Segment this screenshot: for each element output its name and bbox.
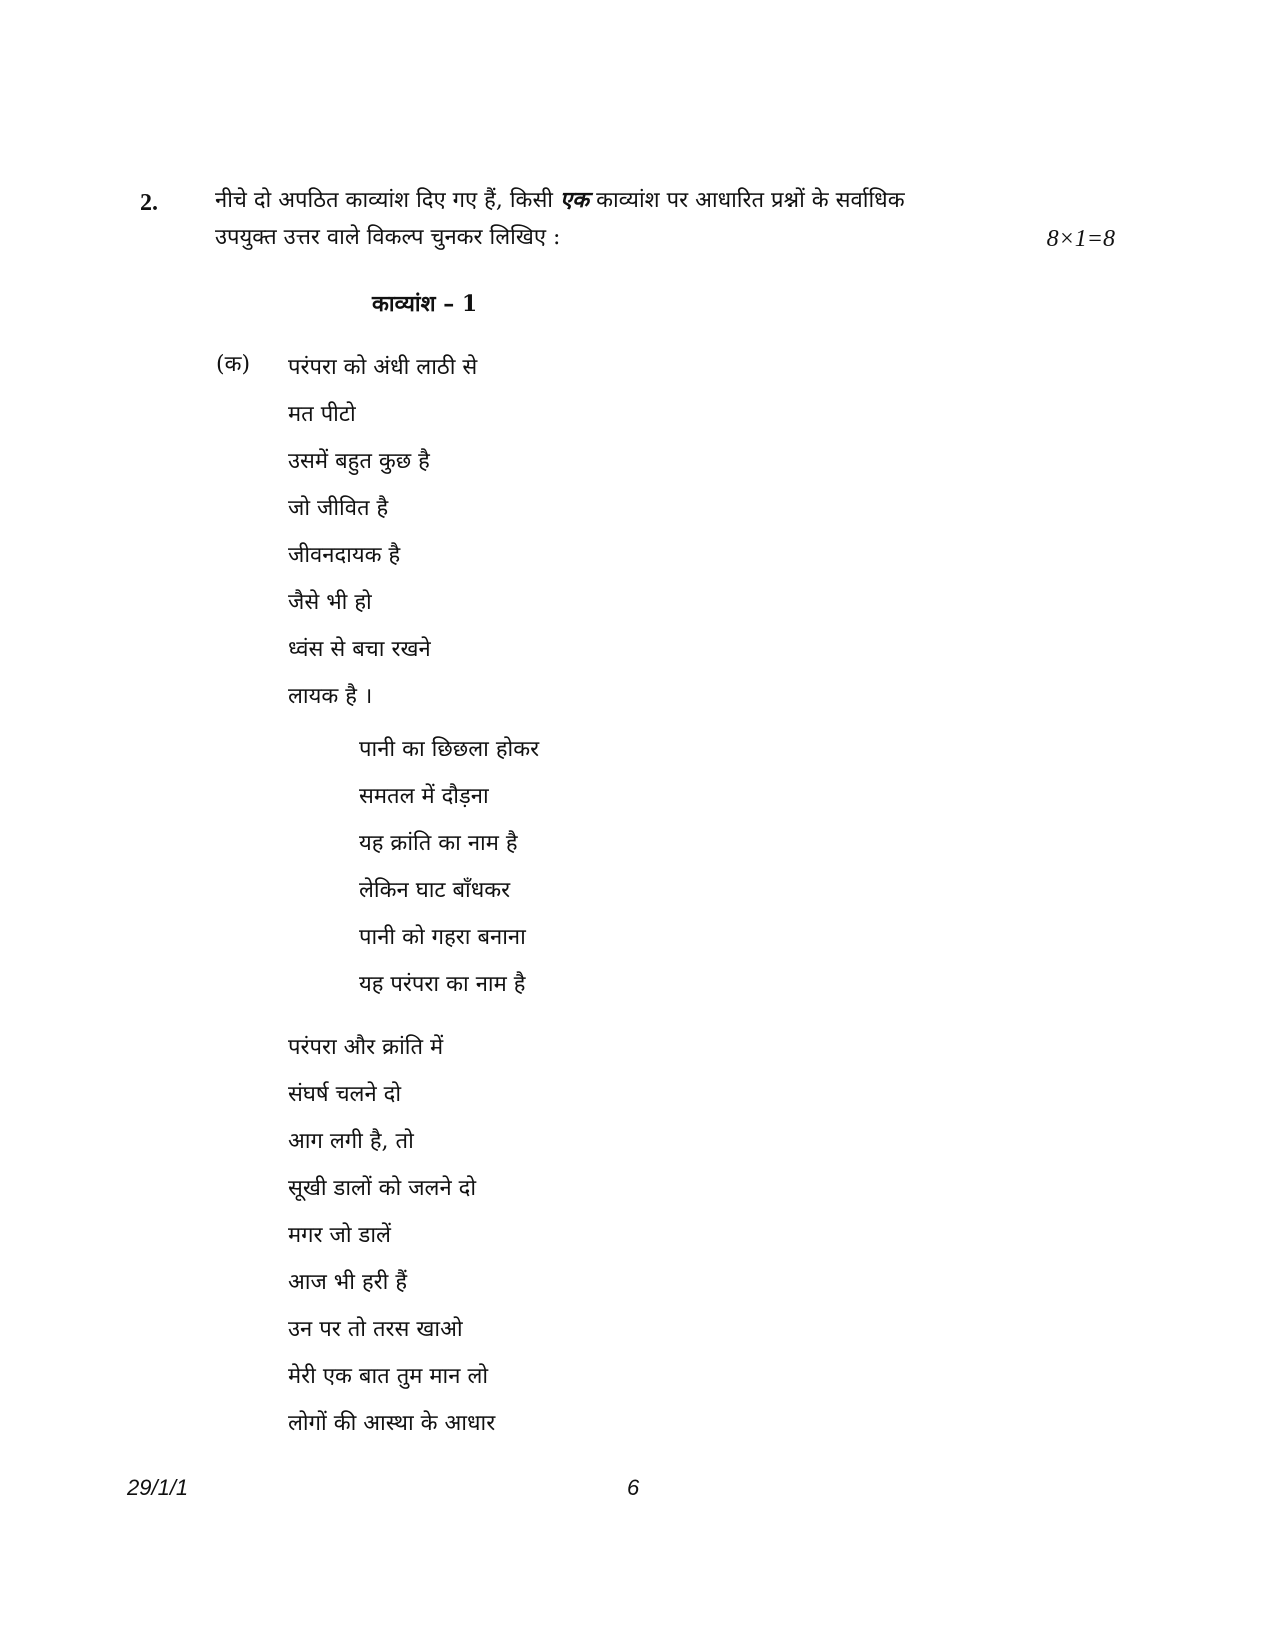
question-instruction-line1 [215, 183, 905, 218]
poem-line: लायक है । [288, 684, 373, 709]
poem-line: जीवनदायक है [288, 543, 401, 568]
instruction-emphasis: एक [560, 187, 590, 213]
passage-label: (क) [216, 352, 251, 377]
poem-line: समतल में दौड़ना [359, 784, 489, 809]
poem-line: आग लगी है, तो [288, 1129, 414, 1154]
poem-stanza-1 [288, 344, 477, 720]
poem-line: मगर जो डालें [288, 1223, 391, 1248]
instruction-text: काव्यांश पर आधारित प्रश्नों के सर्वाधिक [589, 188, 905, 213]
poem-line: पानी को गहरा बनाना [359, 925, 526, 950]
poem-line: संघर्ष चलने दो [288, 1082, 402, 1107]
passage-heading: काव्यांश – 1 [372, 291, 478, 317]
paper-code: 29/1/1 [127, 1475, 189, 1500]
poem-line: उन पर तो तरस खाओ [288, 1317, 463, 1342]
poem-line: यह परंपरा का नाम है [359, 972, 526, 997]
poem-line: परंपरा को अंधी लाठी से [288, 355, 478, 380]
poem-line: पानी का छिछला होकर [359, 737, 540, 762]
marks-allocation: 8×1=8 [1046, 226, 1115, 252]
poem-stanza-2 [359, 726, 539, 1008]
poem-line: लेकिन घाट बाँधकर [359, 878, 511, 903]
poem-line: लोगों की आस्था के आधार [288, 1411, 496, 1436]
poem-line: परंपरा और क्रांति में [288, 1035, 444, 1060]
poem-stanza-3 [288, 1024, 495, 1447]
poem-line: उसमें बहुत कुछ है [288, 449, 430, 474]
page-number: 6 [627, 1475, 640, 1500]
poem-line: यह क्रांति का नाम है [359, 831, 518, 856]
poem-line: आज भी हरी हैं [288, 1270, 408, 1295]
question-number: 2. [140, 190, 158, 216]
poem-line: मत पीटो [288, 402, 356, 427]
instruction-text: नीचे दो अपठित काव्यांश दिए गए हैं, किसी [215, 188, 561, 213]
question-instruction-line2: उपयुक्त उत्तर वाले विकल्प चुनकर लिखिए : [215, 225, 561, 250]
poem-line: जो जीवित है [288, 496, 389, 521]
poem-line: मेरी एक बात तुम मान लो [288, 1364, 489, 1389]
poem-line: जैसे भी हो [288, 590, 372, 615]
poem-line: ध्वंस से बचा रखने [288, 637, 431, 662]
poem-line: सूखी डालों को जलने दो [288, 1176, 477, 1201]
